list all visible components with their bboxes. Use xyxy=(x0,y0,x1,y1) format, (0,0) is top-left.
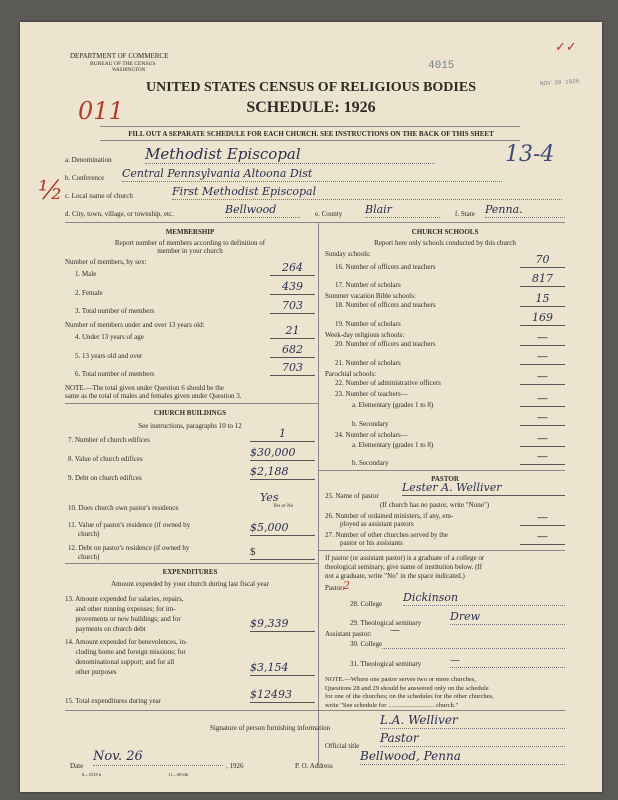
pastor-name-value: Lester A. Welliver xyxy=(402,482,565,496)
scholars-elementary-value: — xyxy=(520,433,565,447)
officers-16-label: 16. Number of officers and teachers xyxy=(335,263,436,271)
signature-label: Signature of person furnishing information xyxy=(210,724,331,732)
admin-officers-22-label: 22. Number of administrative officers xyxy=(335,379,441,387)
total-members-6-label: 6. Total number of members xyxy=(75,370,155,378)
weekday-schools-label: Week-day religious schools: xyxy=(325,331,405,339)
signature-value: L.A. Welliver xyxy=(380,714,565,729)
female-label: 2. Female xyxy=(75,289,103,297)
date-value: Nov. 26 xyxy=(93,750,223,766)
pastor-sub-label: Pastor: xyxy=(325,584,345,592)
date-year: , 1926 xyxy=(226,762,244,770)
graduate-instructions: If pastor (or assistant pastor) is a graduate of a college or theological seminary, give name of institution below. (If not a graduate, write "No" in the space indicated.) xyxy=(325,554,485,580)
residence-debt-label-2: church) xyxy=(78,553,100,561)
ordained-ministers-value: — xyxy=(520,512,565,526)
schedule-title: SCHEDULE: 1926 xyxy=(246,99,376,116)
expense-14-value: $3,154 xyxy=(250,662,315,676)
membership-note-2: member in your church xyxy=(157,247,223,255)
local-name-label: c. Local name of church xyxy=(65,192,133,200)
department-line: DEPARTMENT OF COMMERCE xyxy=(70,52,169,60)
bureau-line: BUREAU OF THE CENSUS xyxy=(90,61,156,67)
total-expenditures-value: $12493 xyxy=(250,689,315,703)
college-28-label: 28. College xyxy=(350,600,383,608)
seminary-29-label: 29. Theological seminary xyxy=(350,619,422,627)
multiple-churches-note: NOTE.—Where one pastor serves two or more churches, Questions 28 and 29 should be answered only on the schedule for one of the churches; on the schedules for the other churches, write "See schedule for ............................ church." xyxy=(325,676,494,709)
total-members-label: 3. Total number of members xyxy=(75,307,155,315)
residence-debt-label: 12. Debt on pastor's residence (if owned by xyxy=(68,544,190,552)
print-code-2: 11—9034b xyxy=(168,772,189,777)
edifice-value-label: 8. Value of church edifices xyxy=(68,455,143,463)
scholars-elementary-label: a. Elementary (grades 1 to 8) xyxy=(352,441,434,449)
checkmark-icon: ✓✓ xyxy=(555,39,577,54)
membership-note-1: Report number of members according to definition of xyxy=(114,239,266,247)
po-address-value: Bellwood, Penna xyxy=(360,750,565,765)
conference-label: b. Conference xyxy=(65,174,105,182)
admin-officers-22-value: — xyxy=(520,371,565,385)
ordained-ministers-label: 26. Number of ordained ministers, if any, em- xyxy=(325,512,454,520)
officers-20-value: — xyxy=(520,332,565,346)
sunday-schools-label: Sunday schools: xyxy=(325,250,371,258)
date-label: Date xyxy=(70,762,84,770)
age-split-label: Number of members under and over 13 years old: xyxy=(65,321,205,329)
schools-note: Report here only schools conducted by this church xyxy=(374,239,516,247)
assistant-pastor-label: Assistant pastor: xyxy=(325,630,372,638)
state-label: f. State xyxy=(455,210,475,218)
instruction-line: FILL OUT A SEPARATE SCHEDULE FOR EACH CHURCH. SEE INSTRUCTIONS ON THE BACK OF THIS SHEET xyxy=(128,130,494,138)
print-code-1: 8—5518 h xyxy=(82,772,102,777)
city-line: WASHINGTON xyxy=(112,68,146,73)
denomination-value: Methodist Episcopal xyxy=(145,146,435,164)
seminary-29-value: Drew xyxy=(450,611,565,625)
seminary-31-value: — xyxy=(450,655,565,668)
college-30-value xyxy=(382,640,565,649)
pastor-residence-value: Yes xyxy=(260,491,279,504)
expense-13-value: $9,339 xyxy=(250,618,315,632)
summer-schools-label: Summer vacation Bible schools: xyxy=(325,292,416,300)
official-title-label: Official title xyxy=(325,742,360,750)
scholars-19-label: 19. Number of scholars xyxy=(335,320,401,328)
residence-debt-value: $ xyxy=(250,546,315,560)
other-churches-label: 27. Number of other churches served by the xyxy=(325,531,448,539)
officers-18-label: 18. Number of officers and teachers xyxy=(335,301,436,309)
code-annotation: 13-4 xyxy=(505,142,555,167)
scholars-21-label: 21. Number of scholars xyxy=(335,359,401,367)
ordained-ministers-label-2: ployed as assistant pastors xyxy=(340,520,414,528)
assistant-pastor-value: — xyxy=(390,625,400,636)
denomination-label: a. Denomination xyxy=(65,156,112,164)
expense-14-label: 14. Amount expended for benevolences, in- cluding home and foreign missions; for denominational support; and for all other purposes xyxy=(65,638,188,676)
teachers-elementary-value: — xyxy=(520,393,565,407)
county-value: Blair xyxy=(365,204,440,218)
scholars-21-value: — xyxy=(520,351,565,365)
membership-heading: MEMBERSHIP xyxy=(165,228,215,236)
state-value: Penna. xyxy=(485,204,565,218)
pastor-name-label: 25. Name of pastor xyxy=(325,492,379,500)
residence-value-amount: $5,000 xyxy=(250,522,315,536)
form-title: UNITED STATES CENSUS OF RELIGIOUS BODIES xyxy=(145,80,476,95)
teachers-elementary-label: a. Elementary (grades 1 to 8) xyxy=(352,401,434,409)
college-30-label: 30. College xyxy=(350,640,383,648)
scholars-secondary-label: b. Secondary xyxy=(352,459,389,467)
edifice-value-amount: $30,000 xyxy=(250,447,315,461)
edifices-label: 7. Number of church edifices xyxy=(68,436,150,444)
official-title-value: Pastor xyxy=(380,732,565,747)
under-13-label: 4. Under 13 years of age xyxy=(75,333,144,341)
male-label: 1. Male xyxy=(75,270,97,278)
over-13-value: 682 xyxy=(270,344,315,358)
total-members-value: 703 xyxy=(270,300,315,314)
serial-stamp: 4015 xyxy=(428,60,455,72)
scholars-24-label: 24. Number of scholars— xyxy=(335,431,408,439)
edifices-value: 1 xyxy=(250,428,315,442)
pastor-residence-label: 10. Does church own pastor's residence xyxy=(68,504,179,512)
under-13-value: 21 xyxy=(270,325,315,339)
other-churches-label-2: pastor or his assistants xyxy=(340,539,403,547)
college-28-value: Dickinson xyxy=(403,592,565,606)
city-label: d. City, town, village, or township, etc. xyxy=(65,210,174,218)
membership-footnote-2: same as the total of males and females given under Question 3. xyxy=(65,392,242,400)
other-churches-value: — xyxy=(520,531,565,545)
scholars-19-value: 169 xyxy=(520,312,565,326)
pastor-mark: 2 xyxy=(343,579,350,592)
county-label: e. County xyxy=(315,210,343,218)
officers-16-value: 70 xyxy=(520,254,565,268)
scholars-secondary-value: — xyxy=(520,451,565,465)
local-name-value: First Methodist Episcopal xyxy=(172,186,562,200)
parochial-schools-label: Parochial schools: xyxy=(325,370,377,378)
pastor-heading: PASTOR xyxy=(431,475,459,483)
church-schools-heading: CHURCH SCHOOLS xyxy=(411,228,479,236)
residence-value-label: 11. Value of pastor's residence (if owned by xyxy=(68,521,191,529)
census-schedule-sheet xyxy=(20,22,602,792)
conference-value: Central Pennsylvania Altoona Dist xyxy=(122,168,502,182)
scholars-17-label: 17. Number of scholars xyxy=(335,281,401,289)
expense-13-label: 13. Amount expended for salaries, repairs, and other running expenses; for im- provements or new buildings; and for payments on church debt xyxy=(65,595,184,633)
officers-18-value: 15 xyxy=(520,293,565,307)
officers-20-label: 20. Number of officers and teachers xyxy=(335,340,436,348)
po-address-label: P. O. Address xyxy=(295,762,333,770)
code-number: 011 xyxy=(78,97,124,125)
expenditures-heading: EXPENDITURES xyxy=(162,568,218,576)
buildings-instructions: See instructions, paragraphs 10 to 12 xyxy=(138,422,242,430)
teachers-secondary-label: b. Secondary xyxy=(352,420,389,428)
debt-value: $2,188 xyxy=(250,466,315,480)
residence-value-label-2: church) xyxy=(78,530,100,538)
teachers-secondary-value: — xyxy=(520,412,565,426)
church-buildings-heading: CHURCH BUILDINGS xyxy=(153,409,227,417)
margin-mark: ½ xyxy=(38,176,64,206)
male-value: 264 xyxy=(270,262,315,276)
date-stamp: NOV 29 1926 xyxy=(539,77,580,88)
yes-or-no-caption: Yes or No xyxy=(273,504,294,509)
expenditures-note: Amount expended by your church during last fiscal year xyxy=(111,580,269,588)
total-expenditures-label: 15. Total expenditures during year xyxy=(65,697,161,705)
total-members-6-value: 703 xyxy=(270,362,315,376)
female-value: 439 xyxy=(270,281,315,295)
teachers-23-label: 23. Number of teachers— xyxy=(335,390,408,398)
membership-footnote-1: NOTE.—The total given under Question 6 should be the xyxy=(65,384,224,392)
city-value: Bellwood xyxy=(225,204,300,218)
seminary-31-label: 31. Theological seminary xyxy=(350,660,422,668)
over-13-label: 5. 13 years old and over xyxy=(75,352,143,360)
scholars-17-value: 817 xyxy=(520,273,565,287)
debt-label: 9. Debt on church edifices xyxy=(68,474,142,482)
members-by-sex-label: Number of members, by sex: xyxy=(65,258,147,266)
pastor-name-hint: (If church has no pastor, write "None") xyxy=(380,501,490,509)
